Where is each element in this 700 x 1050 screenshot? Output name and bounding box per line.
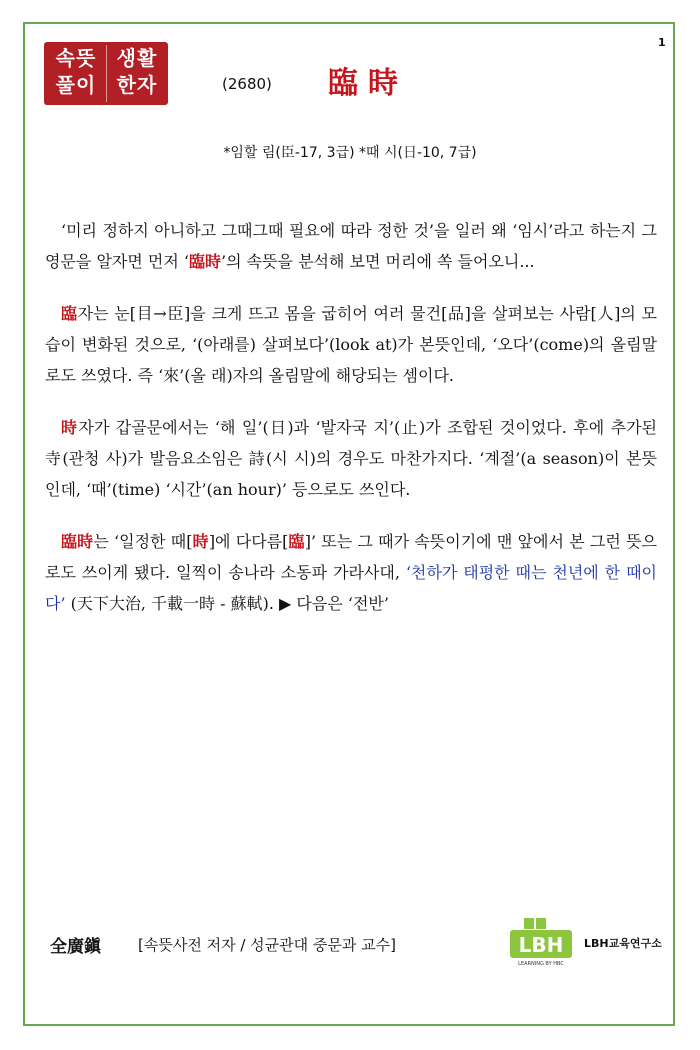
org-name: LBH교육연구소 — [584, 937, 662, 950]
logo-text-sokttut: 속뜻 — [55, 46, 97, 70]
lbh-logo-text: LBH — [518, 933, 564, 957]
quote-text: ‘천하가 태평한 때는 천년에 한 때이다’ — [45, 563, 657, 613]
article-number: (2680) — [222, 75, 272, 93]
lbh-logo-subtext: LEARNING BY HBC — [518, 961, 564, 967]
highlight-word: 臨時 — [189, 252, 222, 271]
article-body — [45, 215, 657, 640]
paragraph-intro: ‘미리 정하지 아니하고 그때그때 필요에 따라 정한 것’을 일러 왜 ‘임시’라고 하는지 그 영문을 알자면 먼저 ‘臨時’의 속뜻을 분석해 보면 머리에 쏙 들어오니... — [45, 221, 657, 271]
character-info: *임할 림(臣-17, 3급) *때 시(日-10, 7급) — [223, 145, 477, 161]
page-number: 1 — [658, 36, 666, 49]
article-title: 臨時 — [328, 66, 408, 101]
lbh-logo-icon — [510, 918, 580, 968]
logo-right — [106, 45, 167, 102]
logo-left — [46, 45, 106, 102]
highlight-word: 臨時 — [61, 532, 94, 551]
highlight-char: 臨 — [288, 532, 305, 551]
highlight-char: 時 — [192, 532, 209, 551]
author-affiliation: [속뜻사전 저자 / 성균관대 중문과 교수] — [138, 936, 396, 954]
highlight-char: 臨 — [61, 304, 78, 323]
logo-text-hanja: 한자 — [116, 73, 158, 97]
logo-text-saenghwal: 생활 — [116, 46, 158, 70]
paragraph-char-1: 臨자는 눈[目→臣]을 크게 뜨고 몸을 굽히어 여러 물건[品]을 살펴보는 사람[人]의 모습이 변화된 것으로, ‘(아래를) 살펴보다’(look at)가 본뜻인데, ‘오다’(come)의 올림말로도 쓰였다. 즉 ‘來’(올 래)자의 올림말에 해당되는 셈이다. — [45, 304, 657, 385]
highlight-char: 時 — [61, 418, 79, 437]
paragraph-meaning: 臨時는 ‘일정한 때[時]에 다다름[臨]’ 또는 그 때가 속뜻이기에 맨 앞에서 본 그런 뜻으로도 쓰이게 됐다. 일찍이 송나라 소동파 가라사대, ‘천하가 태평한 때는 천년에 한 때이다’ (天下大治, 千載一時 - 蘇軾). ▶ 다음은 ‘전반’ — [45, 532, 657, 613]
column-logo — [44, 42, 168, 105]
author-name: 全廣鎭 — [50, 937, 101, 957]
paragraph-char-2: 時자가 갑골문에서는 ‘해 일’(日)과 ‘발자국 지’(止)가 조합된 것이었다. 후에 추가된 寺(관청 사)가 발음요소임은 詩(시 시)의 경우도 마찬가지다. ‘계절’(a season)이 본뜻인데, ‘때’(time) ‘시간’(an hour)’ 등으로도 쓰인다. — [45, 418, 657, 499]
logo-text-puri: 풀이 — [55, 73, 97, 97]
